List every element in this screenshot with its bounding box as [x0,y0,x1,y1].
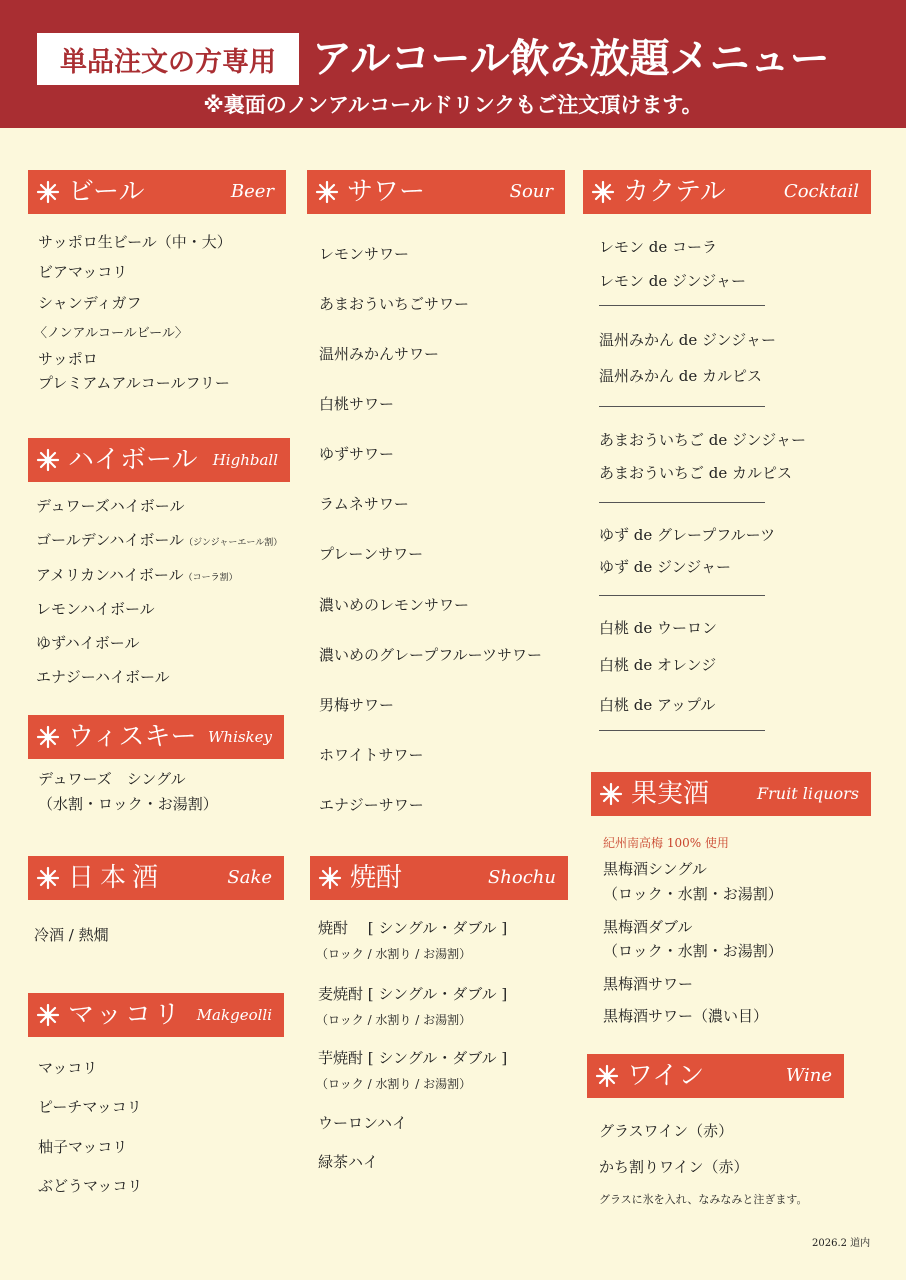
single-order-badge: 単品注文の方専用 [37,33,299,85]
section-subtitle-whiskey: Whiskey [207,728,272,746]
section-banner-makgeolli [28,993,284,1037]
item-sub: （ロック / 水割り / お湯割） [316,947,472,961]
menu-item: ゆず de グレープフルーツ [599,526,776,544]
section-subtitle-highball: Highball [212,451,278,469]
wine-note: グラスに氷を入れ、なみなみと注ぎます。 [599,1193,808,1206]
section-subtitle-makgeolli: Makgeolli [196,1006,272,1024]
menu-item: 柚子マッコリ [38,1138,128,1156]
starburst-icon [318,866,342,890]
item-note: （ジンジャーエール割） [184,538,283,548]
group-divider [599,406,765,407]
menu-item: サッポロ [38,350,98,368]
section-subtitle-sake: Sake [227,867,272,888]
starburst-icon [595,1064,619,1088]
menu-item: 黒梅酒ダブル [603,918,693,936]
menu-item: かち割りワイン（赤） [599,1158,749,1176]
section-banner-sour [307,170,565,214]
menu-item: ラムネサワー [319,495,409,513]
menu-item: 白桃 de アップル [599,696,716,714]
menu-item: 白桃サワー [319,395,395,413]
menu-item: 濃いめのレモンサワー [319,596,470,614]
group-divider [599,730,765,731]
section-title-wine: ワイン [627,1061,705,1091]
nonalc-beer-label: 〈ノンアルコールビール〉 [34,326,188,341]
menu-item: ビアマッコリ [38,263,128,281]
section-subtitle-beer: Beer [230,181,274,202]
section-subtitle-fruit: Fruit liquors [757,784,859,803]
item-sub: （ロック / 水割り / お湯割） [316,1013,472,1027]
section-banner-wine [587,1054,844,1098]
menu-item: あまおういちごサワー [319,295,470,313]
menu-item: 白桃 de ウーロン [599,619,718,637]
menu-item: 温州みかんサワー [319,345,440,363]
menu-item: グラスワイン（赤） [599,1122,734,1140]
header-bar [0,0,906,128]
menu-item: 芋焼酎 [ シングル・ダブル ] [318,1049,508,1067]
menu-item: 白桃 de オレンジ [599,656,717,674]
section-title-shochu: 焼酎 [350,863,403,893]
section-banner-fruit [591,772,871,816]
menu-item: 焼酎 [ シングル・ダブル ] [318,919,508,937]
starburst-icon [36,725,60,749]
menu-item: 黒梅酒サワー（濃い目） [603,1007,769,1025]
menu-item: ゆずハイボール [36,634,140,652]
menu-item: 温州みかん de カルピス [599,367,763,385]
menu-item: 冷酒 / 熱燗 [34,926,109,944]
menu-item: デュワーズハイボール [36,497,185,515]
menu-item: 黒梅酒サワー [603,975,694,993]
menu-item: （ロック・水割・お湯割） [603,942,783,960]
section-title-cocktail: カクテル [623,177,726,207]
menu-item: （水割・ロック・お湯割） [38,795,218,813]
section-title-makgeolli: マッコリ [68,1000,183,1030]
menu-item: シャンディガフ [38,294,142,312]
section-subtitle-shochu: Shochu [487,867,556,888]
menu-item: あまおういちご de ジンジャー [599,431,806,449]
fruit-origin-note: 紀州南高梅 100% 使用 [603,836,729,850]
section-banner-beer [28,170,286,214]
menu-item: （ロック・水割・お湯割） [603,885,783,903]
section-subtitle-sour: Sour [509,181,553,202]
starburst-icon [36,448,60,472]
menu-item: プレミアムアルコールフリー [38,374,230,392]
page-subtitle: ※裏面のノンアルコールドリンクもご注文頂けます。 [203,93,703,117]
item-note: （コーラ割） [183,573,238,583]
menu-item: マッコリ [38,1059,98,1077]
menu-item: 男梅サワー [319,696,395,714]
version-label: 2026.2 道内 [812,1238,871,1249]
menu-item: 緑茶ハイ [318,1153,379,1171]
menu-item: デュワーズ シングル [38,770,186,788]
section-banner-highball [28,438,290,482]
starburst-icon [315,180,339,204]
menu-item: サッポロ生ビール（中・大） [38,233,232,251]
menu-item: レモンハイボール [36,600,155,618]
menu-item: ホワイトサワー [319,746,424,764]
item-sub: （ロック / 水割り / お湯割） [316,1077,472,1091]
section-subtitle-cocktail: Cocktail [783,181,859,202]
section-title-highball: ハイボール [68,445,198,475]
starburst-icon [36,1003,60,1027]
starburst-icon [36,866,60,890]
section-title-sour: サワー [347,177,426,207]
menu-item: ぶどうマッコリ [38,1177,143,1195]
starburst-icon [36,180,60,204]
section-subtitle-wine: Wine [785,1065,832,1086]
section-title-fruit: 果実酒 [631,779,710,809]
section-banner-sake [28,856,284,900]
menu-item: あまおういちご de カルピス [599,464,793,482]
menu-item: 麦焼酎 [ シングル・ダブル ] [318,985,508,1003]
menu-item: ウーロンハイ [318,1114,407,1132]
starburst-icon [599,782,623,806]
menu-item: 黒梅酒シングル [603,860,707,878]
menu-item: 温州みかん de ジンジャー [599,331,776,349]
menu-item: ゆず de ジンジャー [599,558,731,576]
menu-item: エナジーハイボール [36,668,170,686]
page-title: アルコール飲み放題メニュー [312,36,830,82]
group-divider [599,502,765,503]
menu-item: レモン de ジンジャー [599,272,746,290]
menu-item: ゆずサワー [319,445,395,463]
section-title-beer: ビール [68,177,145,207]
section-title-sake: 日本酒 [68,863,165,893]
menu-item: プレーンサワー [319,545,424,563]
menu-item: 濃いめのグレープフルーツサワー [319,646,543,664]
menu-item: レモンサワー [319,245,410,263]
section-banner-cocktail [583,170,871,214]
starburst-icon [591,180,615,204]
group-divider [599,305,765,306]
section-banner-whiskey [28,715,284,759]
group-divider [599,595,765,596]
menu-item: エナジーサワー [319,796,424,814]
menu-item: ゴールデンハイボール（ジンジャーエール割） [36,531,283,549]
menu-item: アメリカンハイボール（コーラ割） [36,566,238,584]
section-banner-shochu [310,856,568,900]
menu-item: ピーチマッコリ [38,1098,142,1116]
menu-item: レモン de コーラ [599,238,718,256]
section-title-whiskey: ウィスキー [68,722,197,752]
